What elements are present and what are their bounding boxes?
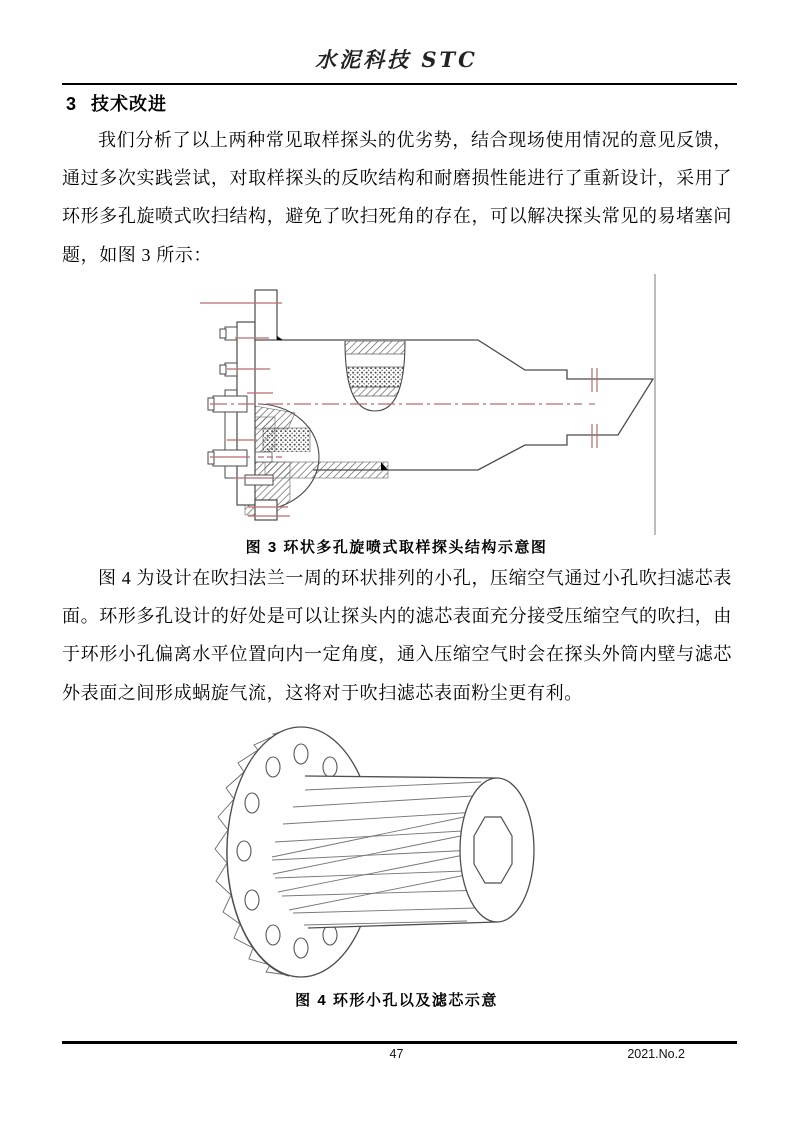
section-title: 技术改进 bbox=[91, 94, 168, 114]
footer-rule bbox=[62, 1041, 737, 1044]
figure3-probe-drawing bbox=[185, 272, 660, 537]
section-number: 3 bbox=[66, 94, 78, 114]
figure4-flange-drawing bbox=[205, 712, 565, 982]
figure3-svg bbox=[185, 272, 660, 537]
footer-page-number: 47 bbox=[389, 1047, 404, 1061]
figure4-svg bbox=[205, 712, 565, 982]
figure4-caption: 图 4 环形小孔以及滤芯示意 bbox=[295, 992, 498, 1009]
footer-issue: 2021.No.2 bbox=[627, 1047, 685, 1061]
section-heading bbox=[66, 90, 167, 116]
header-rule bbox=[62, 83, 737, 85]
paragraph-1: 我们分析了以上两种常见取样探头的优劣势，结合现场使用情况的意见反馈，通过多次实践尝试，对取样探头的反吹结构和耐磨损性能进行了重新设计，采用了环形多孔旋喷式吹扫结构，避免了吹扫死角的存在，可以解决探头常见的易堵塞问题，如图 3 所示： bbox=[62, 130, 732, 265]
paragraph-2: 图 4 为设计在吹扫法兰一周的环状排列的小孔，压缩空气通过小孔吹扫滤芯表面。环形多孔设计的好处是可以让探头内的滤芯表面充分接受压缩空气的吹扫，由于环形小孔偏离水平位置向内一定角度，通入压缩空气时会在探头外筒内壁与滤芯外表面之间形成蜗旋气流，这将对于吹扫滤芯表面粉尘更有利。 bbox=[62, 568, 732, 703]
journal-title: 水泥科技 STC bbox=[315, 47, 478, 72]
figure3-caption: 图 3 环状多孔旋喷式取样探头结构示意图 bbox=[245, 539, 548, 556]
